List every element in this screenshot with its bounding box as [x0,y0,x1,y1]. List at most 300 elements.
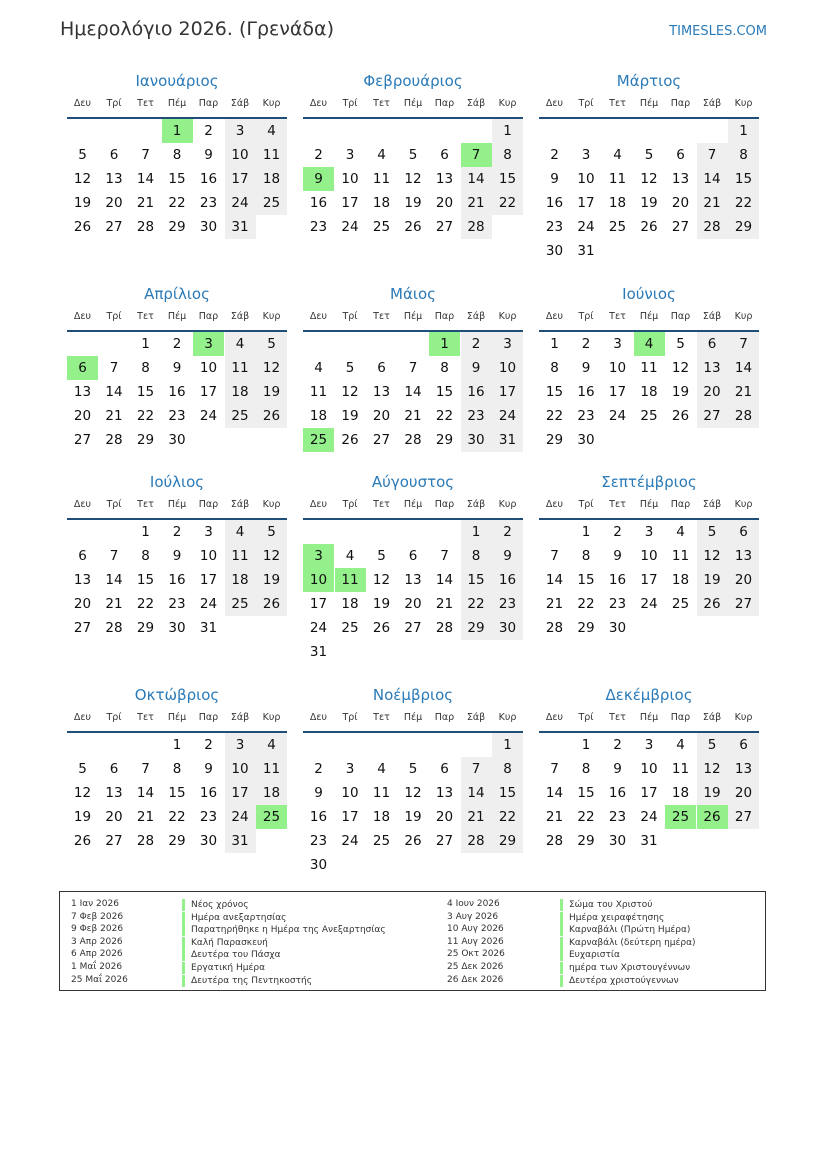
day-cell: 25 [372,833,391,849]
holiday-date: 3 Αυγ 2026 [447,911,499,922]
holiday-date: 26 Δεκ 2026 [447,974,504,985]
day-cell: 17 [341,809,359,825]
weekday-header: Σάβ [702,499,722,510]
day-cell: 12 [640,171,658,187]
day-cell: 3 [644,737,654,753]
day-cell: 3 [345,761,355,777]
month-name: Φεβρουάριος [363,72,463,90]
holiday-date: 9 Φεβ 2026 [71,924,124,935]
day-cell: 10 [608,360,627,376]
day-cell: 4 [345,548,355,564]
weekday-header: Τετ [137,712,154,723]
weekday-header: Σάβ [466,499,486,510]
day-cell: 27 [435,833,454,849]
day-cell: 26 [341,432,359,448]
weekday-header: Τρί [578,712,594,723]
day-cell: 28 [136,219,155,235]
day-cell: 18 [640,384,658,400]
day-cell: 13 [404,572,422,588]
day-cell: 25 [225,404,256,428]
weekday-header: Δευ [545,311,564,322]
day-cell: 27 [697,404,728,428]
day-cell: 15 [168,785,186,801]
day-cell: 3 [581,147,591,163]
day-cell: 16 [309,809,328,825]
day-cell: 9 [550,171,559,187]
day-cell: 17 [640,572,658,588]
day-cell: 13 [435,171,454,187]
day-cell: 8 [492,143,523,167]
holiday-date: 25 Δεκ 2026 [447,961,504,972]
day-cell: 15 [136,572,155,588]
day-cell: 21 [461,191,492,215]
day-cell: 8 [172,761,182,777]
day-cell: 28 [105,620,123,636]
day-cell: 19 [697,781,728,805]
day-cell: 27 [105,833,123,849]
holiday-name: Σώμα του Χριστού [560,899,653,911]
day-cell: 17 [199,572,218,588]
day-cell: 23 [545,219,564,235]
day-cell: 29 [435,432,454,448]
weekday-header: Πέμ [639,98,659,109]
weekday-header: Σάβ [230,499,250,510]
day-cell: 28 [545,620,564,636]
day-cell: 9 [581,360,591,376]
weekday-header: Σάβ [702,98,722,109]
day-cell: 28 [105,432,123,448]
month-name: Δεκέμβριος [605,686,693,704]
day-cell: 18 [256,167,287,191]
holiday-name: Δευτέρα της Πεντηκοστής [182,975,312,987]
day-cell: 15 [136,384,155,400]
day-cell: 5 [697,520,728,544]
day-cell: 26 [73,833,92,849]
day-cell: 29 [168,833,186,849]
day-cell: 20 [435,809,454,825]
day-cell: 30 [608,833,627,849]
day-cell: 13 [372,384,391,400]
day-cell: 17 [341,195,359,211]
weekday-header: Κυρ [498,712,517,723]
day-cell: 25 [640,408,658,424]
day-cell: 7 [728,332,759,356]
day-cell: 11 [256,143,287,167]
holiday-name: Ημέρα ανεξαρτησίας [182,912,286,924]
day-cell: 11 [225,356,256,380]
day-cell: 7 [141,147,150,163]
day-cell: 30 [168,620,186,636]
day-cell: 26 [404,219,422,235]
day-cell: 14 [461,781,492,805]
day-cell: 19 [640,195,658,211]
weekday-header: Παρ [434,712,455,723]
day-cell: 21 [545,596,564,612]
day-cell: 8 [581,761,591,777]
day-cell: 27 [73,620,92,636]
holiday-date: 4 Ιουν 2026 [447,899,500,909]
day-cell: 4 [256,119,287,143]
weekday-header: Τετ [137,98,154,109]
day-cell: 4 [676,524,685,540]
weekday-header: Κυρ [262,98,281,109]
day-cell: 21 [105,596,123,612]
day-cell: 17 [608,384,627,400]
day-cell: 4 [613,147,622,163]
weekday-header: Σάβ [466,712,486,723]
day-cell: 27 [671,219,690,235]
day-cell: 24 [640,596,658,612]
day-cell: 14 [728,356,759,380]
day-cell: 6 [697,332,728,356]
weekday-header: Δευ [545,712,564,723]
day-cell: 17 [199,384,218,400]
day-cell: 25 [372,219,391,235]
weekday-header: Πέμ [167,499,187,510]
day-cell: 21 [461,805,492,829]
day-cell: 30 [461,428,492,452]
day-cell: 28 [435,620,454,636]
weekday-header: Τετ [373,499,390,510]
weekday-header: Τρί [106,311,122,322]
weekday-header: Παρ [434,98,455,109]
day-cell: 30 [492,616,523,640]
day-cell: 29 [545,432,564,448]
day-cell: 18 [372,195,391,211]
day-cell: 8 [440,360,449,376]
day-cell: 5 [78,147,87,163]
day-cell: 7 [109,548,119,564]
month-name: Ιανουάριος [135,72,219,90]
day-cell: 11 [608,171,627,187]
weekday-header: Κυρ [262,499,281,510]
day-cell: 16 [199,171,218,187]
holiday-date: 10 Αυγ 2026 [447,924,504,935]
day-cell: 9 [314,785,323,801]
day-cell: 3 [225,119,256,143]
holiday-day-cell: 3 [193,332,224,356]
day-cell: 24 [225,191,256,215]
day-cell: 13 [671,171,690,187]
day-cell: 20 [404,596,422,612]
day-cell: 9 [204,761,213,777]
weekday-header: Δευ [73,98,92,109]
weekday-header: Παρ [198,499,219,510]
holiday-day-cell: 10 [303,568,334,592]
weekday-header: Τρί [578,98,594,109]
weekday-header: Τετ [373,98,390,109]
day-cell: 24 [640,809,658,825]
holiday-day-cell: 3 [303,544,334,568]
day-cell: 31 [225,829,256,853]
day-cell: 6 [408,548,418,564]
day-cell: 20 [728,781,759,805]
day-cell: 30 [199,219,218,235]
day-cell: 22 [168,809,186,825]
day-cell: 13 [697,356,728,380]
day-cell: 28 [404,432,422,448]
day-cell: 10 [199,360,218,376]
day-cell: 8 [141,360,150,376]
weekday-header: Τρί [342,712,358,723]
day-cell: 30 [545,243,564,259]
day-cell: 20 [435,195,454,211]
weekday-header: Παρ [434,499,455,510]
day-cell: 1 [141,524,150,540]
weekday-header: Σάβ [230,311,250,322]
day-cell: 21 [136,195,155,211]
weekday-header: Πέμ [167,712,187,723]
holiday-name: Καρναβάλι (Πρώτη Ημέρα) [560,924,690,936]
day-cell: 27 [728,592,759,616]
weekday-header: Κυρ [498,98,517,109]
weekday-header: Παρ [434,311,455,322]
day-cell: 18 [256,781,287,805]
day-cell: 24 [492,404,523,428]
day-cell: 1 [172,737,182,753]
weekday-header: Τετ [373,712,390,723]
weekday-header: Παρ [198,311,219,322]
month-name: Οκτώβριος [134,686,220,704]
day-cell: 14 [435,572,454,588]
day-cell: 12 [404,171,422,187]
day-cell: 16 [492,568,523,592]
day-cell: 4 [225,520,256,544]
day-cell: 24 [341,833,359,849]
day-cell: 2 [204,123,213,139]
weekday-header: Πέμ [167,98,187,109]
day-cell: 14 [404,384,422,400]
day-cell: 3 [204,524,213,540]
weekday-header: Τρί [342,311,358,322]
weekday-header: Πέμ [403,311,423,322]
day-cell: 6 [377,360,386,376]
day-cell: 10 [225,143,256,167]
holiday-date: 11 Αυγ 2026 [447,936,504,947]
day-cell: 8 [461,544,492,568]
day-cell: 17 [577,195,595,211]
day-cell: 20 [728,568,759,592]
day-cell: 22 [461,592,492,616]
holiday-name: Ημέρα χειραφέτησης [560,912,664,924]
day-cell: 16 [608,785,627,801]
holiday-name: Εργατική Ημέρα [182,962,265,974]
day-cell: 15 [728,167,759,191]
holiday-date: 1 Μαΐ 2026 [71,961,123,972]
weekday-header: Τρί [106,499,122,510]
day-cell: 14 [461,167,492,191]
holiday-day-cell: 7 [461,143,492,167]
day-cell: 23 [199,195,218,211]
day-cell: 16 [577,384,595,400]
day-cell: 16 [608,572,627,588]
day-cell: 10 [577,171,595,187]
header-rule [303,731,523,733]
weekday-header: Παρ [198,712,219,723]
day-cell: 12 [671,360,690,376]
day-cell: 31 [492,428,523,452]
day-cell: 24 [199,596,218,612]
day-cell: 1 [461,520,492,544]
weekday-header: Τετ [609,311,626,322]
day-cell: 15 [577,785,595,801]
day-cell: 1 [550,336,559,352]
month-name: Ιούνιος [622,285,676,303]
day-cell: 30 [199,833,218,849]
holiday-legend [59,891,766,991]
weekday-header: Σάβ [230,98,250,109]
day-cell: 31 [577,243,595,259]
day-cell: 13 [728,544,759,568]
day-cell: 8 [550,360,559,376]
day-cell: 7 [697,143,728,167]
day-cell: 24 [309,620,328,636]
holiday-name: Παρατηρήθηκε η Ημέρα της Ανεξαρτησίας [182,924,386,936]
day-cell: 4 [676,737,685,753]
day-cell: 15 [492,781,523,805]
day-cell: 19 [697,568,728,592]
day-cell: 10 [492,356,523,380]
holiday-date: 1 Ιαν 2026 [71,899,119,909]
day-cell: 14 [136,171,155,187]
weekday-header: Παρ [198,98,219,109]
holiday-day-cell: 1 [162,119,193,143]
day-cell: 5 [256,520,287,544]
day-cell: 22 [728,191,759,215]
weekday-header: Πέμ [639,311,659,322]
holiday-name: Καλή Παρασκευή [182,937,268,949]
day-cell: 22 [168,195,186,211]
weekday-header: Σάβ [230,712,250,723]
day-cell: 7 [461,757,492,781]
day-cell: 9 [204,147,213,163]
day-cell: 12 [404,785,422,801]
day-cell: 25 [256,191,287,215]
day-cell: 5 [644,147,654,163]
holiday-date: 7 Φεβ 2026 [71,911,124,922]
day-cell: 24 [577,219,595,235]
day-cell: 23 [461,404,492,428]
day-cell: 22 [545,408,564,424]
day-cell: 2 [461,332,492,356]
holiday-name: Ευχαριστία [560,949,620,961]
day-cell: 27 [372,432,391,448]
day-cell: 12 [256,544,287,568]
day-cell: 11 [309,384,328,400]
day-cell: 7 [550,761,559,777]
day-cell: 10 [225,757,256,781]
day-cell: 28 [697,215,728,239]
day-cell: 29 [577,833,595,849]
weekday-header: Δευ [545,499,564,510]
day-cell: 24 [225,805,256,829]
day-cell: 1 [492,733,523,757]
day-cell: 30 [168,432,186,448]
day-cell: 17 [640,785,658,801]
day-cell: 16 [461,380,492,404]
day-cell: 18 [608,195,627,211]
day-cell: 20 [697,380,728,404]
day-cell: 13 [728,757,759,781]
weekday-header: Κυρ [498,499,517,510]
day-cell: 21 [545,809,564,825]
day-cell: 10 [640,548,658,564]
holiday-day-cell: 26 [697,805,728,829]
weekday-header: Σάβ [466,98,486,109]
day-cell: 19 [73,195,92,211]
day-cell: 11 [671,761,690,777]
day-cell: 23 [309,219,328,235]
day-cell: 4 [256,733,287,757]
page-title: Ημερολόγιο 2026. (Γρενάδα) [60,18,334,40]
day-cell: 22 [577,596,595,612]
site-link[interactable]: TIMESLES.COM [669,24,767,39]
day-cell: 21 [105,408,123,424]
day-cell: 6 [728,733,759,757]
day-cell: 21 [404,408,422,424]
weekday-header: Δευ [73,311,92,322]
holiday-day-cell: 25 [665,805,696,829]
month-name: Μάιος [390,285,436,303]
day-cell: 12 [697,757,728,781]
holiday-name: Καρναβάλι (δεύτερη ημέρα) [560,937,696,949]
day-cell: 11 [225,544,256,568]
day-cell: 17 [309,596,328,612]
day-cell: 26 [256,592,287,616]
day-cell: 13 [435,785,454,801]
month-name: Σεπτέμβριος [601,473,697,491]
day-cell: 12 [697,544,728,568]
day-cell: 22 [577,809,595,825]
day-cell: 28 [136,833,155,849]
day-cell: 16 [199,785,218,801]
weekday-header: Δευ [309,311,328,322]
day-cell: 21 [435,596,454,612]
holiday-day-cell: 1 [429,332,460,356]
day-cell: 23 [309,833,328,849]
day-cell: 9 [492,544,523,568]
holiday-name: Δευτέρα του Πάσχα [182,949,281,961]
day-cell: 22 [492,805,523,829]
weekday-header: Κυρ [262,712,281,723]
day-cell: 30 [608,620,627,636]
weekday-header: Σάβ [702,311,722,322]
day-cell: 19 [341,408,359,424]
day-cell: 15 [577,572,595,588]
day-cell: 18 [341,596,359,612]
day-cell: 12 [372,572,391,588]
weekday-header: Τετ [609,98,626,109]
weekday-header: Τετ [609,712,626,723]
day-cell: 27 [728,805,759,829]
day-cell: 24 [199,408,218,424]
day-cell: 3 [613,336,622,352]
day-cell: 19 [256,380,287,404]
day-cell: 20 [73,408,92,424]
day-cell: 25 [671,596,690,612]
day-cell: 15 [435,384,454,400]
day-cell: 20 [671,195,690,211]
holiday-name: ημέρα των Χριστουγέννων [560,962,690,974]
day-cell: 4 [225,332,256,356]
day-cell: 6 [109,761,119,777]
month-name: Αύγουστος [371,473,455,491]
day-cell: 31 [225,215,256,239]
day-cell: 16 [309,195,328,211]
day-cell: 2 [204,737,213,753]
day-cell: 14 [105,384,123,400]
day-cell: 5 [408,761,418,777]
